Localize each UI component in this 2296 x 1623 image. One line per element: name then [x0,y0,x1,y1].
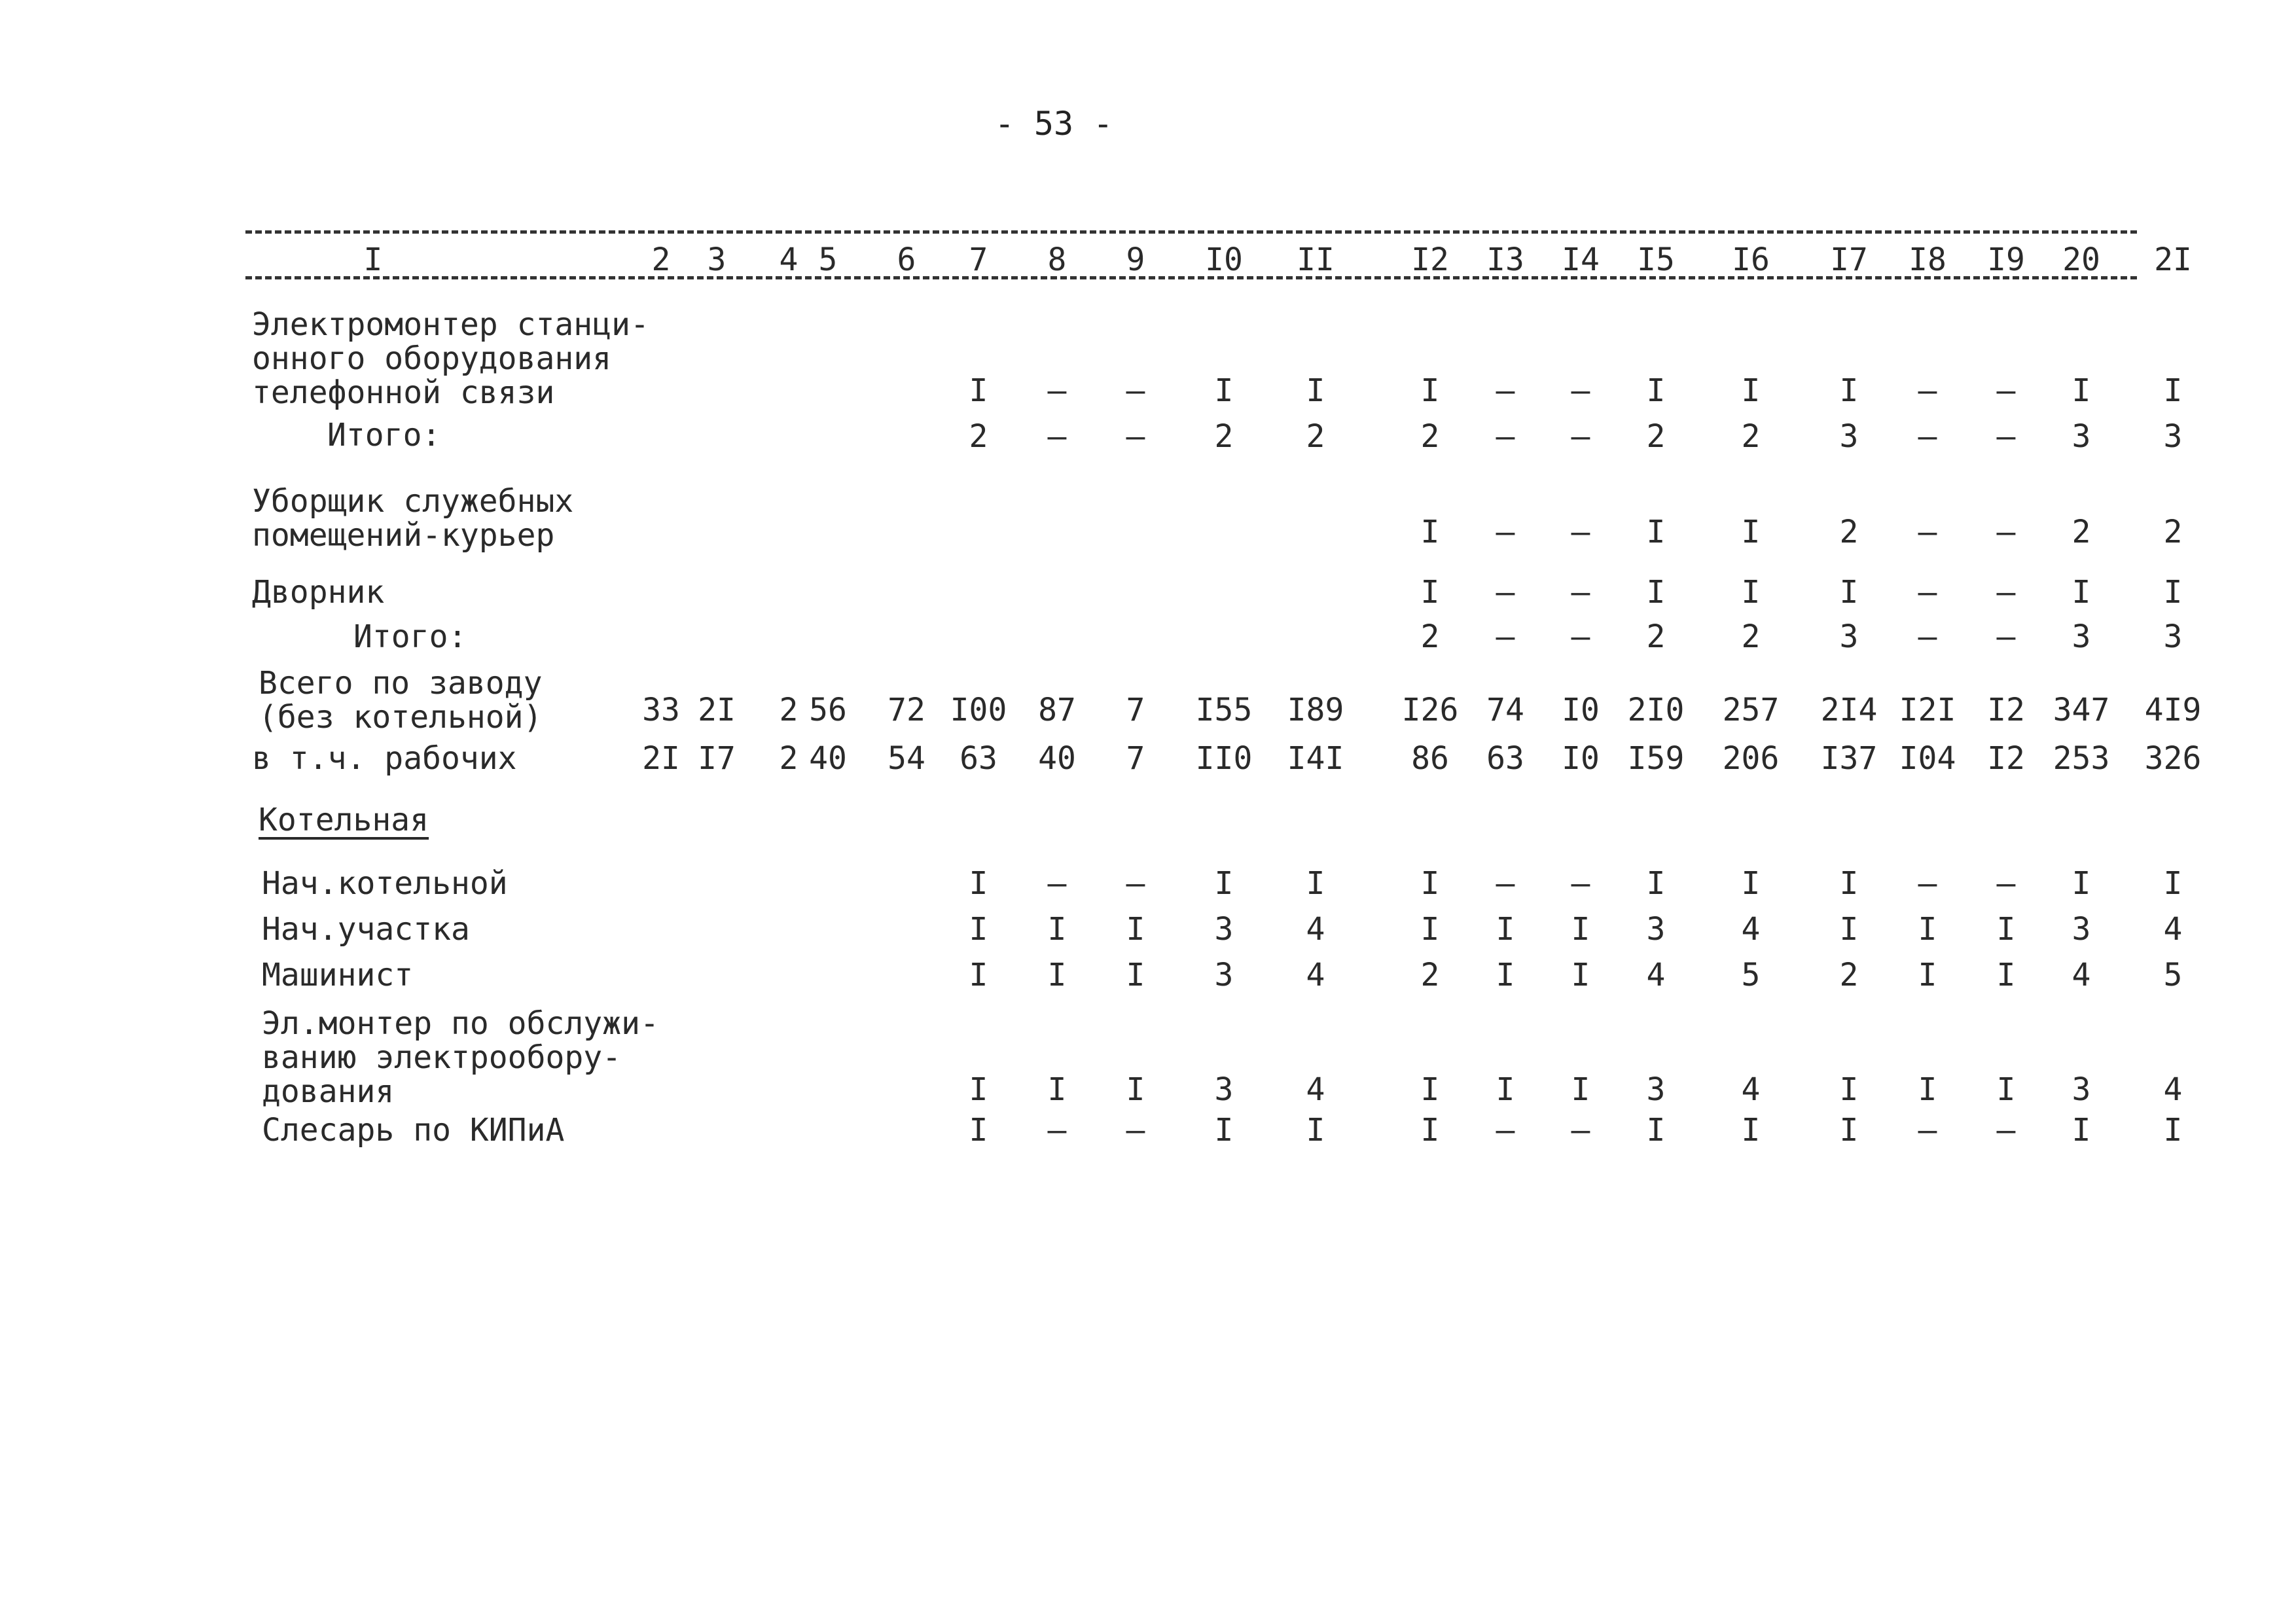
page-number: - 53 - [994,105,1113,143]
table-cell: – [1126,865,1145,902]
table-cell: I [1214,865,1234,902]
column-header: I7 [1830,241,1868,278]
table-cell: 72 [888,692,925,728]
table-cell: – [1918,574,1937,611]
table-cell: – [1571,574,1590,611]
table-cell: 33 [642,692,680,728]
table-cell: I [1126,957,1145,993]
table-cell: – [1496,514,1515,550]
table-cell: – [1047,372,1067,409]
table-cell: 4 [1306,957,1325,993]
column-header: 9 [1126,241,1145,278]
column-header: 4 [779,241,798,278]
table-cell: 2I [642,740,680,777]
table-cell: 2 [1741,418,1761,455]
row-label: Нач.котельной [262,865,508,902]
table-cell: I [1741,372,1761,409]
row-label: в т.ч. рабочих [252,740,517,777]
table-cell: 2I0 [1627,692,1685,728]
table-cell: 253 [2053,740,2110,777]
table-cell: I [1646,865,1666,902]
table-cell: 7 [1126,692,1145,728]
table-cell: I37 [1820,740,1878,777]
column-header: I [363,241,383,278]
table-cell: I [1839,865,1859,902]
row-label: Всего по заводу (без котельной) [259,665,543,736]
table-cell: I [1741,574,1761,611]
table-cell: 3 [2072,618,2091,655]
table-cell: – [1571,514,1590,550]
table-cell: I [1646,514,1666,550]
table-cell: – [1918,418,1937,455]
table-cell: 5 [2163,957,2183,993]
table-cell: 4 [1741,911,1761,948]
table-cell: I [1918,957,1937,993]
table-cell: 2 [2072,514,2091,550]
table-cell: I [1306,372,1325,409]
table-cell: I [1918,1071,1937,1108]
table-cell: 63 [1486,740,1524,777]
table-cell: I0 [1562,740,1600,777]
table-cell: I [1741,514,1761,550]
table-cell: I [1496,1071,1515,1108]
table-cell: – [1918,372,1937,409]
table-cell: – [1918,514,1937,550]
column-header: 3 [707,241,726,278]
row-label: Итого: [353,618,467,655]
table-cell: 5 [1741,957,1761,993]
row-label: Уборщик служебных помещений-курьер [252,483,574,554]
column-header: 8 [1047,241,1067,278]
table-cell: I [1420,865,1440,902]
table-cell: 2 [969,418,988,455]
table-cell: – [1126,1112,1145,1149]
table-cell: 4 [1306,911,1325,948]
table-cell: 3 [1646,911,1666,948]
row-label: Машинист [262,957,414,993]
table-cell: I2I [1899,692,1956,728]
table-cell: I04 [1899,740,1956,777]
table-cell: – [1047,865,1067,902]
table-cell: – [1996,618,2016,655]
table-cell: 2 [1839,514,1859,550]
column-header: I2 [1411,241,1449,278]
table-cell: 74 [1486,692,1524,728]
table-cell: – [1047,418,1067,455]
table-cell: 3 [1839,418,1859,455]
table-cell: 87 [1038,692,1076,728]
table-cell: I [1571,957,1590,993]
table-cell: 257 [1722,692,1780,728]
table-cell: I [2072,1112,2091,1149]
column-header: 2 [651,241,671,278]
table-cell: I [2072,574,2091,611]
column-header: 5 [818,241,838,278]
table-cell: – [1496,618,1515,655]
table-cell: I [1420,372,1440,409]
table-cell: I [1420,1112,1440,1149]
row-label: Нач.участка [262,911,470,948]
table-cell: 3 [2163,618,2183,655]
table-cell: I [2072,372,2091,409]
table-cell: I [1918,911,1937,948]
column-header: 7 [969,241,988,278]
table-cell: 2 [2163,514,2183,550]
table-cell: 2I [698,692,736,728]
table-cell: 40 [1038,740,1076,777]
table-cell: 2 [1306,418,1325,455]
table-cell: II0 [1195,740,1253,777]
column-header: I9 [1987,241,2025,278]
table-cell: 3 [2072,1071,2091,1108]
table-cell: – [1496,574,1515,611]
table-cell: 2 [1420,418,1440,455]
table-cell: I [1571,1071,1590,1108]
table-cell: I [1996,1071,2016,1108]
table-cell: 3 [1214,911,1234,948]
table-cell: I [1047,957,1067,993]
table-cell: 4 [1741,1071,1761,1108]
table-cell: I4I [1287,740,1344,777]
table-cell: I00 [950,692,1007,728]
table-cell: I [1496,911,1515,948]
column-header: I8 [1909,241,1946,278]
table-cell: – [1126,372,1145,409]
table-cell: – [1996,1112,2016,1149]
column-header: 6 [897,241,916,278]
table-cell: 4 [1646,957,1666,993]
table-cell: I2 [1987,692,2025,728]
table-cell: I [1214,372,1234,409]
table-cell: 54 [888,740,925,777]
row-label: Дворник [252,574,385,611]
table-cell: I2 [1987,740,2025,777]
table-cell: I [1839,1112,1859,1149]
table-cell: 2 [1214,418,1234,455]
table-cell: – [1496,1112,1515,1149]
table-cell: I7 [698,740,736,777]
table-cell: 3 [1839,618,1859,655]
table-cell: 63 [960,740,997,777]
table-cell: 4 [2163,1071,2183,1108]
table-cell: 3 [2163,418,2183,455]
table-cell: 7 [1126,740,1145,777]
table-cell: I [2163,865,2183,902]
column-header: I4 [1562,241,1600,278]
table-cell: I [2163,574,2183,611]
table-cell: I [1306,1112,1325,1149]
table-cell: 2I4 [1820,692,1878,728]
table-cell: – [1496,865,1515,902]
table-cell: – [1996,372,2016,409]
table-cell: I [969,1112,988,1149]
table-cell: I [1047,1071,1067,1108]
row-label: Итого: [327,417,441,454]
table-cell: I [1496,957,1515,993]
table-cell: I [969,372,988,409]
table-cell: 326 [2144,740,2202,777]
table-cell: 4 [1306,1071,1325,1108]
table-cell: 40 [809,740,847,777]
table-cell: 4 [2072,957,2091,993]
row-label: Слесарь по КИПиА [262,1112,565,1149]
column-header: 20 [2062,241,2100,278]
table-cell: I [969,865,988,902]
table-cell: 4 [2163,911,2183,948]
column-header: I6 [1732,241,1770,278]
column-header: I5 [1637,241,1675,278]
table-cell: I [1839,574,1859,611]
table-cell: – [1047,1112,1067,1149]
table-cell: 3 [1214,1071,1234,1108]
table-cell: 206 [1722,740,1780,777]
section-title: Котельная [259,802,429,838]
table-cell: I89 [1287,692,1344,728]
table-cell: – [1496,418,1515,455]
table-cell: 3 [2072,911,2091,948]
table-cell: I0 [1562,692,1600,728]
table-cell: I [1420,1071,1440,1108]
row-label: Эл.монтер по обслужи- ванию электрообору- дования [262,1005,659,1110]
table-cell: 2 [1420,618,1440,655]
table-cell: I [1996,911,2016,948]
table-cell: I [1996,957,2016,993]
table-cell: I [2163,1112,2183,1149]
table-cell: I26 [1401,692,1459,728]
table-cell: I59 [1627,740,1685,777]
table-cell: I [1741,865,1761,902]
table-cell: I [1741,1112,1761,1149]
table-cell: I [1839,372,1859,409]
table-cell: I [1571,911,1590,948]
table-cell: 4I9 [2144,692,2202,728]
table-cell: – [1571,372,1590,409]
table-cell: – [1918,1112,1937,1149]
table-cell: – [1126,418,1145,455]
table-cell: I [1420,574,1440,611]
table-cell: I [1047,911,1067,948]
table-cell: I [1839,911,1859,948]
table-cell: I [1126,911,1145,948]
table-cell: – [1496,372,1515,409]
table-cell: I [2072,865,2091,902]
table-cell: 2 [1646,618,1666,655]
table-cell: 3 [1646,1071,1666,1108]
table-cell: – [1571,618,1590,655]
table-cell: 347 [2053,692,2110,728]
table-cell: 2 [1839,957,1859,993]
table-cell: I [2163,372,2183,409]
table-cell: 2 [1741,618,1761,655]
table-cell: – [1996,574,2016,611]
table-cell: I [969,957,988,993]
table-cell: I [1646,1112,1666,1149]
table-cell: 2 [779,692,798,728]
table-cell: – [1571,1112,1590,1149]
column-header: II [1297,241,1335,278]
table-cell: I [1126,1071,1145,1108]
table-cell: – [1571,418,1590,455]
table-cell: I [969,1071,988,1108]
table-cell: I [969,911,988,948]
table-cell: 3 [1214,957,1234,993]
header-top-rule [245,230,2137,234]
table-cell: – [1918,865,1937,902]
table-cell: I [1420,911,1440,948]
table-cell: I [1420,514,1440,550]
table-cell: – [1996,865,2016,902]
table-cell: 56 [809,692,847,728]
table-cell: I [1646,372,1666,409]
table-cell: I [1646,574,1666,611]
table-cell: 3 [2072,418,2091,455]
table-cell: I55 [1195,692,1253,728]
table-cell: I [1214,1112,1234,1149]
table-cell: 2 [1420,957,1440,993]
table-cell: I [1839,1071,1859,1108]
column-header: 2I [2154,241,2192,278]
row-label: Электромонтер станци- онного оборудования телефонной связи [252,306,649,411]
table-cell: – [1918,618,1937,655]
table-cell: – [1996,514,2016,550]
table-cell: I [1306,865,1325,902]
column-header: I0 [1205,241,1243,278]
table-cell: – [1996,418,2016,455]
table-cell: 2 [1646,418,1666,455]
table-cell: 2 [779,740,798,777]
table-cell: – [1571,865,1590,902]
column-header: I3 [1486,241,1524,278]
table-cell: 86 [1411,740,1449,777]
